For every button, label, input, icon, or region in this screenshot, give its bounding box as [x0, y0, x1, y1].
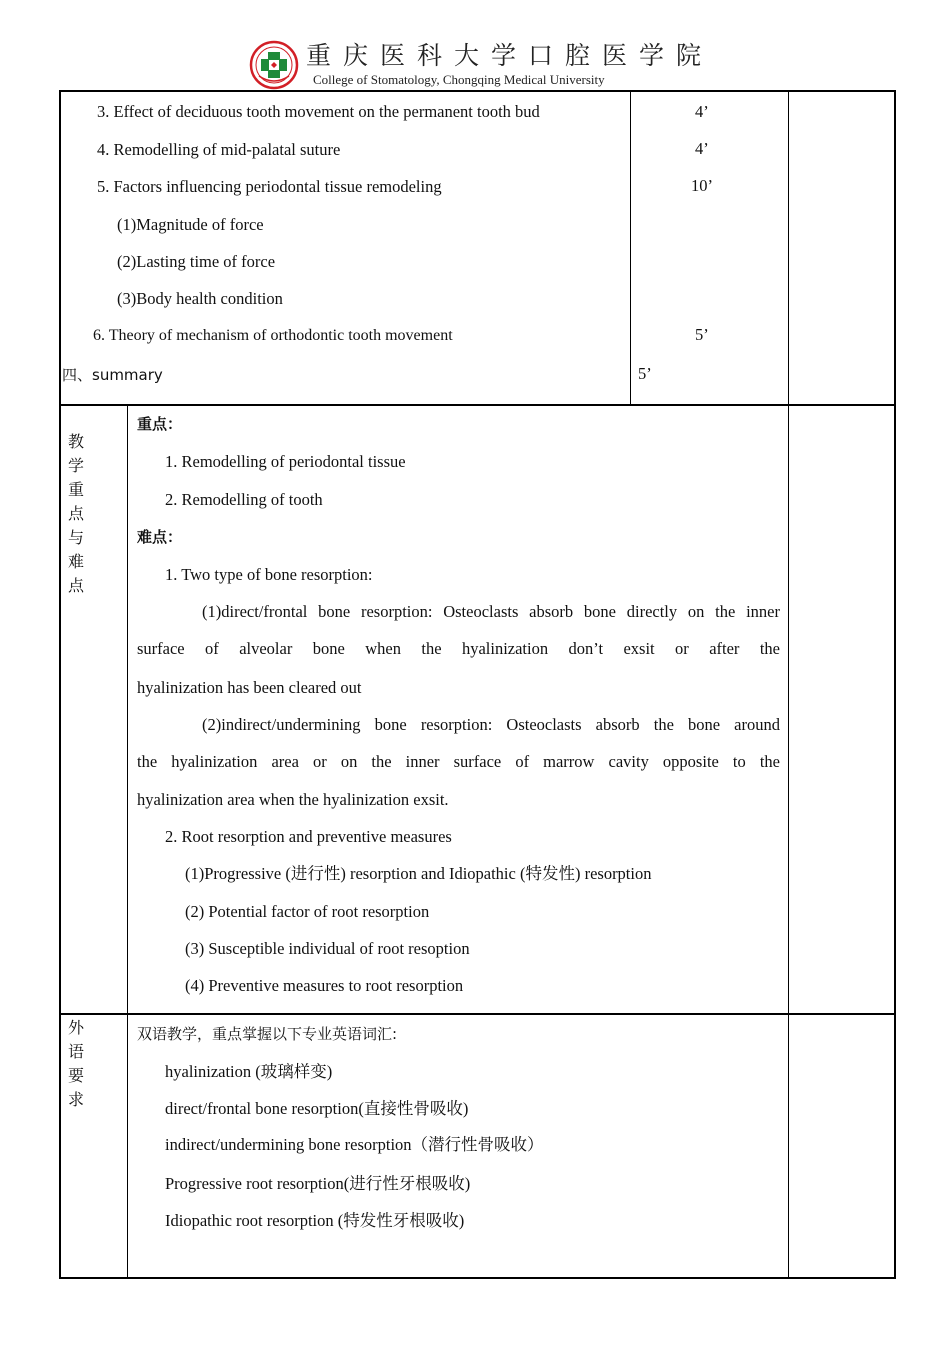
difficult-heading: 难点：	[137, 528, 183, 546]
outline-time: 4’	[695, 102, 709, 121]
key-heading: 重点：	[137, 415, 183, 433]
root-item: (1)Progressive (进行性) resorption and Idiopathic (特发性) resorption	[185, 864, 652, 883]
foreign-language-side-label: 外 语 要 求	[68, 1018, 85, 1109]
outline-item: (1)Magnitude of force	[117, 215, 264, 234]
direct-resorption-line: surface of alveolar bone when the hyalinization don’t exsit or after the	[137, 639, 780, 658]
foreign-language-intro: 双语教学，重点掌握以下专业英语词汇:	[137, 1025, 398, 1043]
college-title-cn: 重庆医科大学口腔医学院	[306, 41, 714, 70]
root-item: (2) Potential factor of root resorption	[185, 902, 430, 921]
outline-item: 4. Remodelling of mid-palatal suture	[97, 140, 341, 159]
vocab-term: hyalinization (玻璃样变)	[165, 1062, 333, 1081]
vocab-term: Progressive root resorption(进行性牙根吸收)	[165, 1174, 471, 1193]
outline-item: (3)Body health condition	[117, 289, 283, 308]
outline-summary-time: 5’	[638, 364, 652, 383]
outline-item: 5. Factors influencing periodontal tissue remodeling	[97, 177, 442, 196]
key-item: 1. Remodelling of periodontal tissue	[165, 452, 406, 471]
vocab-term: Idiopathic root resorption (特发性牙根吸收)	[165, 1211, 465, 1230]
direct-resorption-line: (1)direct/frontal bone resorption: Osteoclasts absorb bone directly on the inner	[202, 602, 780, 621]
outline-time: 4’	[695, 139, 709, 158]
table-border-left	[59, 92, 61, 1278]
outline-item: 6. Theory of mechanism of orthodontic tooth movement	[93, 327, 453, 344]
vocab-term: indirect/undermining bone resorption（潜行性骨吸收）	[165, 1135, 544, 1154]
key-item: 2. Remodelling of tooth	[165, 490, 323, 509]
root-item: (4) Preventive measures to root resorption	[185, 976, 464, 995]
root-item: (3) Susceptible individual of root resoption	[185, 939, 470, 958]
table-border-right	[894, 92, 896, 1278]
difficult-intro: 1. Two type of bone resorption:	[165, 565, 373, 584]
key-points-side-label: 教 学 重 点 与 难 点	[68, 432, 85, 595]
direct-resorption-line: hyalinization has been cleared out	[137, 678, 362, 697]
document-header	[0, 0, 952, 92]
row-divider-2	[59, 1013, 896, 1015]
indirect-resorption-line: hyalinization area when the hyalinization exsit.	[137, 790, 449, 809]
column-notes-left	[788, 92, 789, 1278]
column-label-right	[127, 404, 128, 1278]
outline-summary: 四、summary	[62, 366, 163, 384]
university-seal-icon	[249, 40, 299, 90]
outline-item: 3. Effect of deciduous tooth movement on the permanent tooth bud	[97, 102, 540, 121]
column-time-left	[630, 92, 631, 405]
root-heading: 2. Root resorption and preventive measures	[165, 827, 452, 846]
outline-time: 5’	[695, 325, 709, 344]
college-title-en: College of Stomatology, Chongqing Medical University	[313, 72, 605, 87]
outline-item: (2)Lasting time of force	[117, 252, 276, 271]
outline-time: 10’	[691, 176, 713, 195]
header-rule	[59, 90, 896, 92]
table-border-bottom	[59, 1277, 896, 1279]
vocab-term: direct/frontal bone resorption(直接性骨吸收)	[165, 1099, 469, 1118]
row-divider-1	[59, 404, 896, 406]
indirect-resorption-line: (2)indirect/undermining bone resorption: Osteoclasts absorb the bone around	[202, 715, 780, 734]
indirect-resorption-line: the hyalinization area or on the inner surface of marrow cavity opposite to the	[137, 752, 780, 771]
